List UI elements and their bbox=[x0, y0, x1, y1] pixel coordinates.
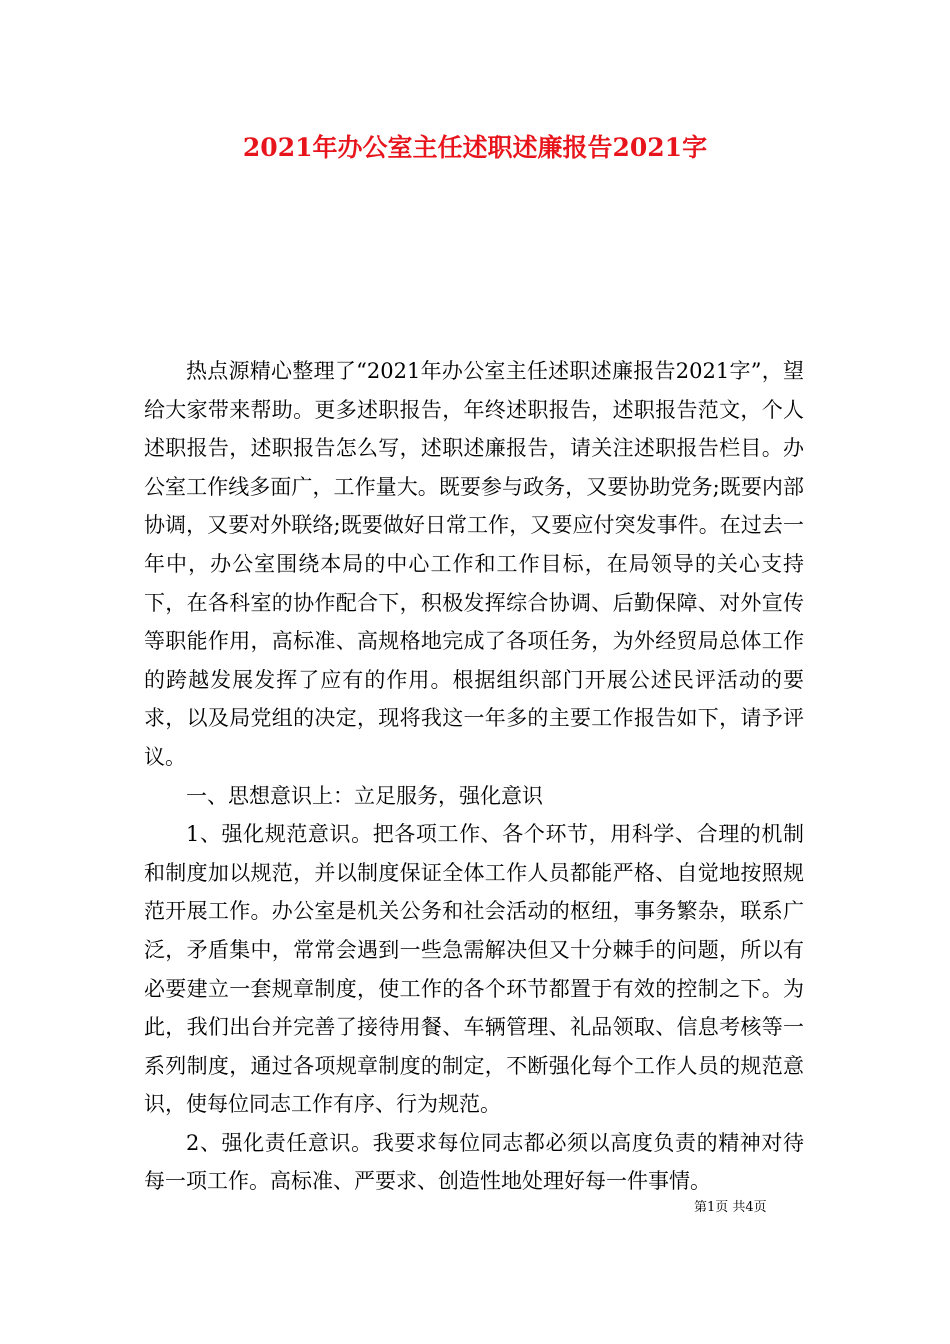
document-title: 2021年办公室主任述职述廉报告2021字 bbox=[242, 133, 708, 162]
page-number: 第1页 共4页 bbox=[694, 1200, 767, 1215]
document-body bbox=[144, 352, 804, 1201]
paragraph-standard-awareness: 1、强化规范意识。把各项工作、各个环节，用科学、合理的机制和制度加以规范，并以制度保证全体工作人员都能严格、自觉地按照规范开展工作。办公室是机关公务和社会活动的枢纽，事务繁杂，联系广泛，矛盾集中，常常会遇到一些急需解决但又十分棘手的问题，所以有必要建立一套规章制度，使工作的各个环节都置于有效的控制之下。为此，我们出台并完善了接待用餐、车辆管理、礼品领取、信息考核等一系列制度，通过各项规章制度的制定，不断强化每个工作人员的规范意识，使每位同志工作有序、行为规范。 bbox=[144, 822, 804, 1117]
paragraph-responsibility-awareness: 2、强化责任意识。我要求每位同志都必须以高度负责的精神对待每一项工作。高标准、严要求、创造性地处理好每一件事情。 bbox=[144, 1130, 804, 1194]
section-heading: 一、思想意识上：立足服务，强化意识 bbox=[186, 783, 543, 808]
paragraph-intro: 热点源精心整理了“2021年办公室主任述职述廉报告2021字”，望给大家带来帮助。更多述职报告，年终述职报告，述职报告范文，个人述职报告，述职报告怎么写，述职述廉报告，请关注述职报告栏目。办公室工作线多面广，工作量大。既要参与政务，又要协助党务;既要内部协调，又要对外联络;既要做好日常工作，又要应付突发事件。在过去一年中，办公室围绕本局的中心工作和工作目标，在局领导的关心支持下，在各科室的协作配合下，积极发挥综合协调、后勤保障、对外宣传等职能作用，高标准、高规格地完成了各项任务，为外经贸局总体工作的跨越发展发挥了应有的作用。根据组织部门开展公述民评活动的要求，以及局党组的决定，现将我这一年多的主要工作报告如下，请予评议。 bbox=[144, 359, 804, 769]
